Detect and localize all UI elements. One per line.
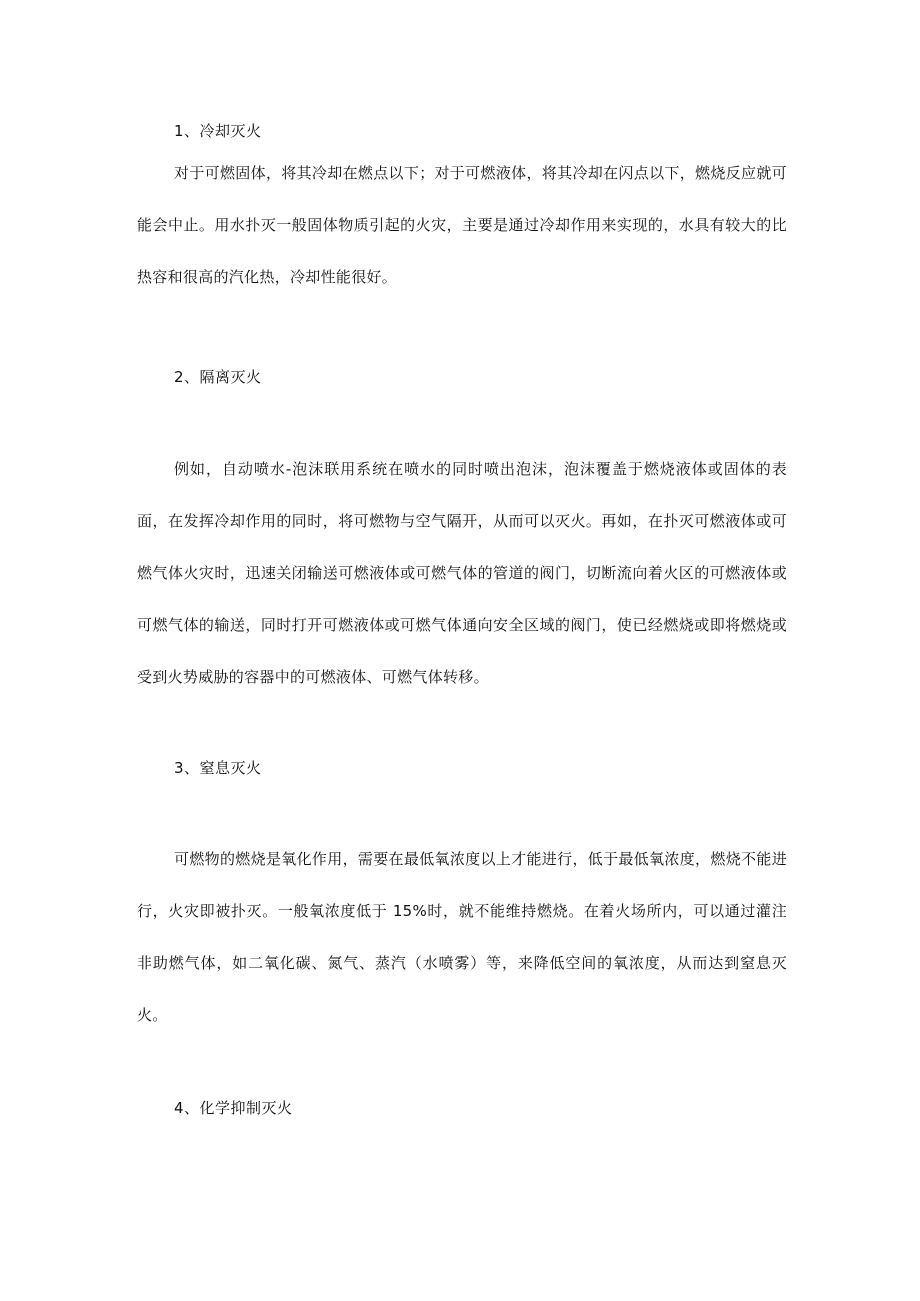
section-paragraph-suffocation: 可燃物的燃烧是氧化作用，需要在最低氧浓度以上才能进行，低于最低氧浓度，燃烧不能进行，火灾即被扑灭。一般氧浓度低于 15%时，就不能维持燃烧。在着火场所内，可以通过灌注非助燃气体，如二氧化碳、氮气、蒸汽（水喷雾）等，来降低空间的氧浓度，从而达到窒息灭火。	[137, 850, 787, 1024]
section-heading-cooling: 1、冷却灭火	[174, 122, 262, 140]
section-heading-suffocation: 3、窒息灭火	[174, 759, 262, 777]
section-paragraph-cooling: 对于可燃固体，将其冷却在燃点以下；对于可燃液体，将其冷却在闪点以下，燃烧反应就可能会中止。用水扑灭一般固体物质引起的火灾，主要是通过冷却作用来实现的，水具有较大的比热容和很高的汽化热，冷却性能很好。	[137, 164, 787, 286]
section-paragraph-isolation: 例如，自动喷水-泡沫联用系统在喷水的同时喷出泡沫，泡沫覆盖于燃烧液体或固体的表面，在发挥冷却作用的同时，将可燃物与空气隔开，从而可以灭火。再如，在扑灭可燃液体或可燃气体火灾时，迅速关闭输送可燃液体或可燃气体的管道的阀门，切断流向着火区的可燃液体或可燃气体的输送，同时打开可燃液体或可燃气体通向安全区域的阀门，使已经燃烧或即将燃烧或受到火势威胁的容器中的可燃液体、可燃气体转移。	[137, 460, 787, 686]
section-heading-chemical-suppression: 4、化学抑制灭火	[174, 1099, 293, 1117]
section-heading-isolation: 2、隔离灭火	[174, 368, 262, 386]
